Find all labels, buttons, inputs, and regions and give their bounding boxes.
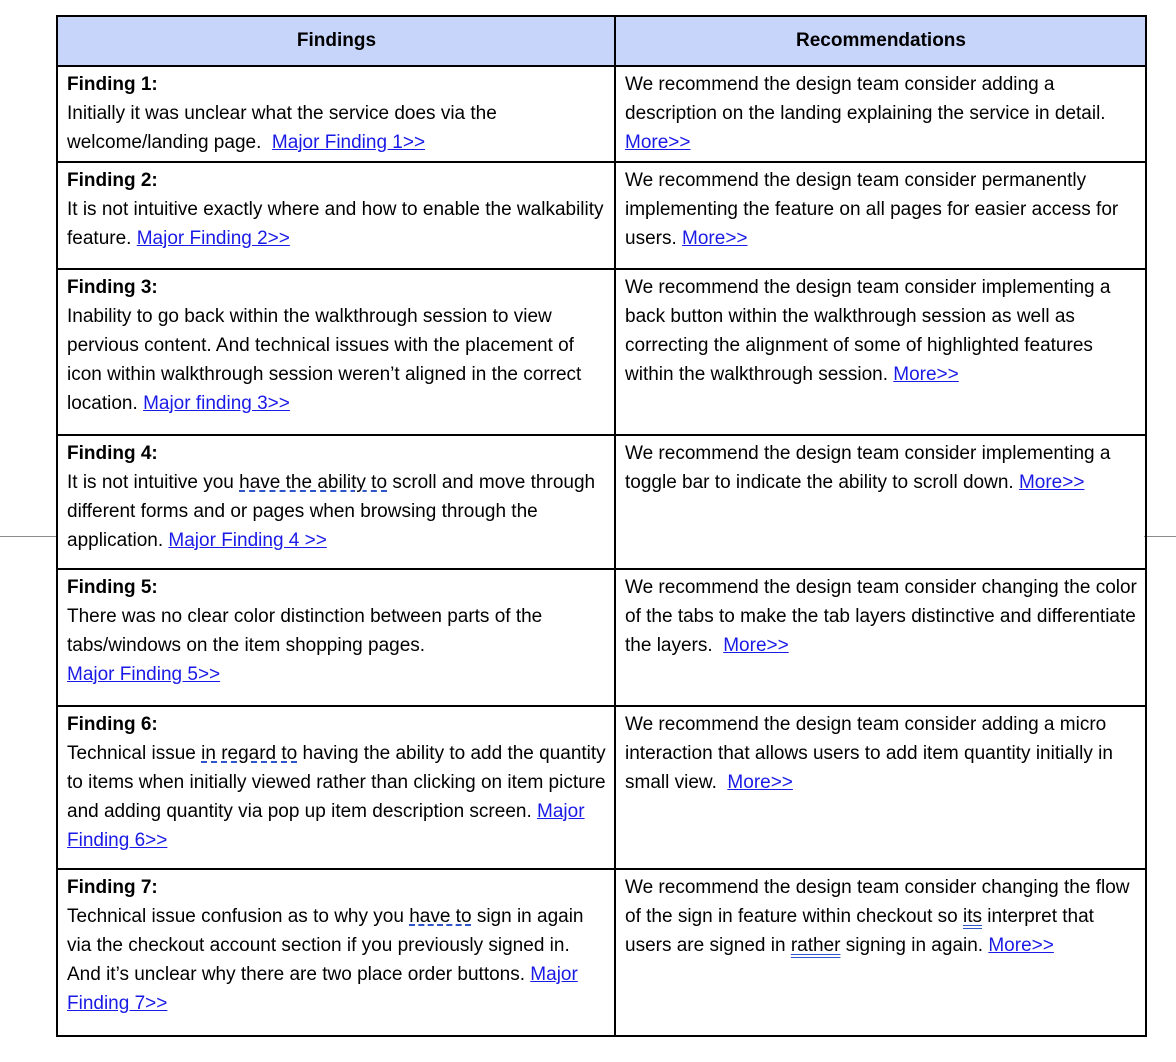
finding-cell (57, 269, 615, 435)
recommendation-text: We recommend the design team consider adding a micro interaction that allows users to add item quantity initially in small view. (625, 714, 1113, 793)
finding-text-start: Technical issue (67, 743, 196, 764)
major-finding-link[interactable]: Major Finding 2>> (136, 228, 290, 249)
recommendation-cell (615, 162, 1146, 269)
finding-title: Finding 7: (67, 877, 158, 898)
grammar-marked-phrase: have to (409, 906, 472, 927)
grammar-marked-phrase: in regard to (201, 743, 298, 764)
more-link[interactable]: More>> (988, 935, 1054, 956)
table-row (57, 569, 1146, 706)
grammar-marked-word: rather (790, 935, 841, 956)
recommendation-text: We recommend the design team consider changing the color of the tabs to make the tab layers distinctive and differentiate the layers. (625, 577, 1137, 656)
recommendation-cell (615, 66, 1146, 162)
more-link[interactable]: More>> (625, 132, 691, 153)
table-row (57, 269, 1146, 435)
table-header-row (57, 16, 1146, 66)
finding-title: Finding 4: (67, 443, 158, 464)
findings-recommendations-table (56, 15, 1147, 1037)
more-link[interactable]: More>> (682, 228, 748, 249)
more-link[interactable]: More>> (1018, 472, 1085, 493)
recommendation-text-start: We recommend the design team consider changing the flow of the sign in feature within checkout so (625, 877, 1130, 927)
major-finding-link[interactable]: Major finding 3>> (143, 393, 290, 414)
recommendation-text-end: signing in again. (845, 935, 984, 956)
finding-cell (57, 869, 615, 1036)
finding-text-end: scroll and move through different forms and or pages when browsing through the application. (67, 472, 596, 551)
recommendation-cell (615, 869, 1146, 1036)
major-finding-link[interactable]: Major Finding 5>> (67, 664, 221, 685)
major-finding-link[interactable]: Major Finding 4 >> (168, 530, 327, 551)
finding-text-end: having the ability to add the quantity to items when initially viewed rather than clicking on item picture and adding quantity via pop up item description screen. (67, 743, 606, 822)
finding-title: Finding 3: (67, 277, 158, 298)
grammar-marked-word: its (962, 906, 982, 927)
table-row (57, 435, 1146, 569)
finding-title: Finding 6: (67, 714, 158, 735)
finding-text: Inability to go back within the walkthrough session to view pervious content. And technical issues with the placement of icon within walkthrough session weren’t aligned in the correct location. (67, 306, 582, 414)
recommendation-text-middle: interpret that users are signed in (625, 906, 1094, 956)
finding-text-start: Technical issue confusion as to why you (67, 906, 404, 927)
finding-title: Finding 2: (67, 170, 158, 191)
finding-cell (57, 706, 615, 869)
finding-title: Finding 5: (67, 577, 158, 598)
finding-text: There was no clear color distinction between parts of the tabs/windows on the item shopping pages. (67, 606, 543, 656)
recommendations-column-header: Recommendations (615, 16, 1146, 66)
recommendation-cell (615, 269, 1146, 435)
finding-cell (57, 435, 615, 569)
finding-cell (57, 569, 615, 706)
major-finding-link[interactable]: Major Finding 6>> (67, 801, 585, 851)
finding-text: It is not intuitive exactly where and how to enable the walkability feature. (67, 199, 604, 249)
recommendation-text: We recommend the design team consider permanently implementing the feature on all pages for easier access for users. (625, 170, 1119, 249)
recommendation-cell (615, 435, 1146, 569)
recommendation-text: We recommend the design team consider implementing a back button within the walkthrough session as well as correcting the alignment of some of highlighted features within the walkthrough session. (625, 277, 1111, 385)
findings-column-header: Findings (57, 16, 615, 66)
table-row (57, 162, 1146, 269)
finding-title: Finding 1: (67, 74, 158, 95)
recommendation-cell (615, 569, 1146, 706)
recommendation-text: We recommend the design team consider implementing a toggle bar to indicate the ability to scroll down. (625, 443, 1111, 493)
major-finding-link[interactable]: Major Finding 7>> (67, 964, 578, 1014)
recommendation-cell (615, 706, 1146, 869)
major-finding-link[interactable]: Major Finding 1>> (271, 132, 426, 153)
finding-text: Initially it was unclear what the service does via the welcome/landing page. (67, 103, 497, 153)
table-row (57, 66, 1146, 162)
more-link[interactable]: More>> (723, 635, 789, 656)
recommendation-text: We recommend the design team consider adding a description on the landing explaining the service in detail. (625, 74, 1106, 124)
finding-cell (57, 162, 615, 269)
table-row (57, 869, 1146, 1036)
finding-text-start: It is not intuitive you (67, 472, 234, 493)
more-link[interactable]: More>> (893, 364, 959, 385)
page-rule-left (0, 536, 57, 537)
finding-cell (57, 66, 615, 162)
page-rule-right (1144, 536, 1176, 537)
grammar-marked-phrase: have the ability to (239, 472, 388, 493)
more-link[interactable]: More>> (727, 772, 793, 793)
table-row (57, 706, 1146, 869)
finding-text-end: sign in again via the checkout account section if you previously signed in. And it’s unclear why there are two place order buttons. (67, 906, 584, 985)
